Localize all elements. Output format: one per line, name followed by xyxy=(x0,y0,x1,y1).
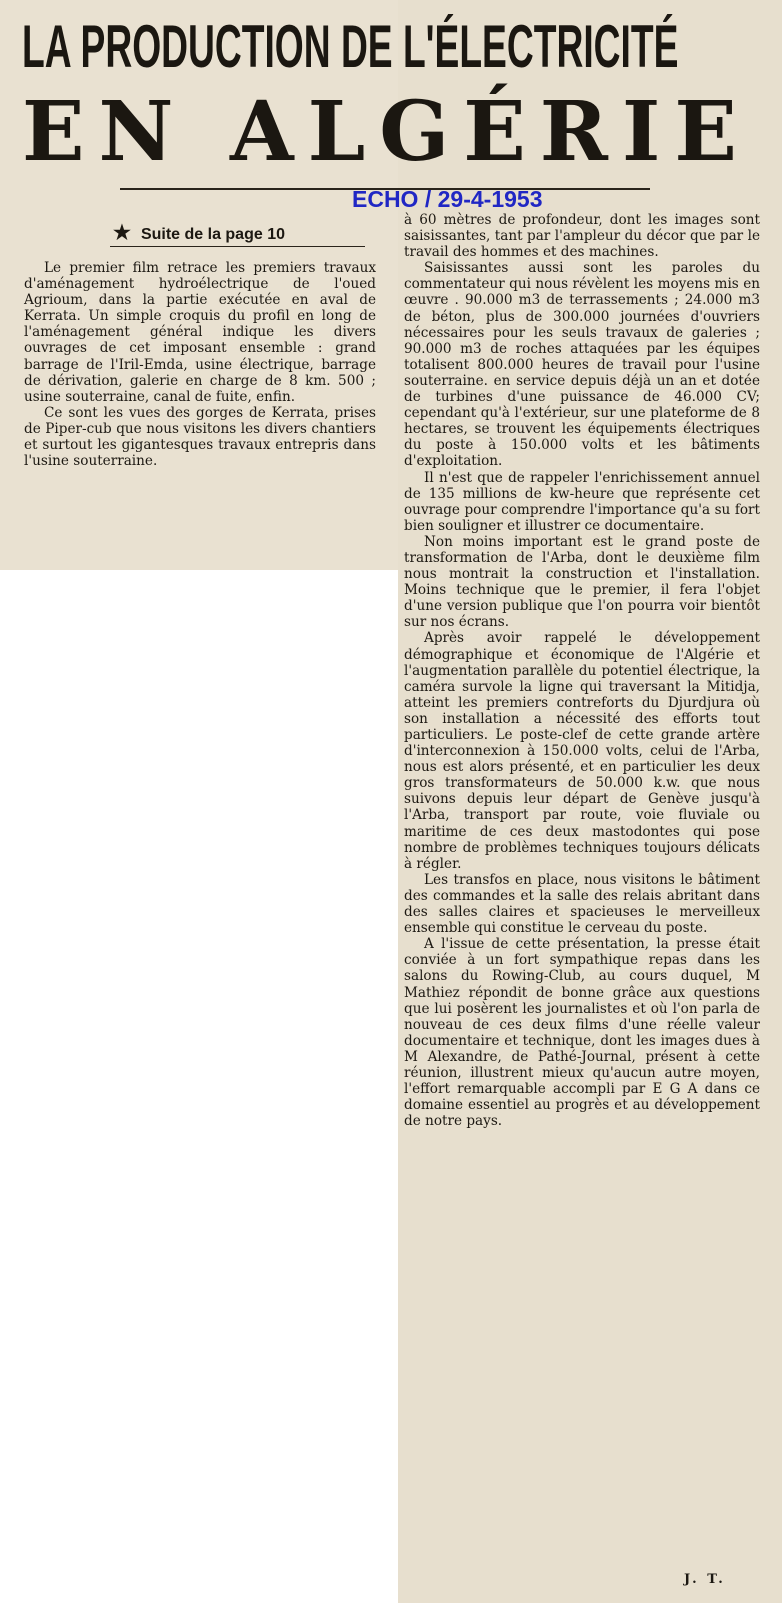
paragraph: Le premier film retrace les premiers travaux d'aménagement hydroélectrique de l'oued Agrioum, dans la partie exécutée en aval de Kerrata. Un simple croquis du profil en long de l'aménagement général indique les divers ouvrages de cet imposant ensemble : grand barrage de l'Iril-Emda, usine électrique, barrage de dérivation, galerie en charge de 8 km. 500 ; usine souterraine, canal de fuite, enfin. xyxy=(24,260,376,405)
paragraph: Saisissantes aussi sont les paroles du commentateur qui nous révèlent les moyens mis en œuvre . 90.000 m3 de terrassements ; 24.000 m3 de béton, plus de 300.000 journées d'ouvriers nécessaires pour les seuls travaux de galeries ; 90.000 m3 de roches attaquées par les équipes totalisent 800.000 heures de travail pour l'usine souterraine. en service depuis déjà un an et dotée de turbines d'une puissance de 46.000 CV; cependant qu'à l'extérieur, sur une plateforme de 8 hectares, se trouvent les équipements électriques du poste à 150.000 volts et les bâtiments d'exploitation. xyxy=(404,260,760,470)
author-signature: J. T. xyxy=(684,1572,726,1587)
continued-from-label xyxy=(113,220,373,246)
headline-line1: LA PRODUCTION DE L'ÉLECTRICITÉ xyxy=(22,14,679,80)
headline-line2: EN ALGÉRIE xyxy=(22,84,751,180)
continued-text: Suite de la page 10 xyxy=(140,226,285,243)
suite-rule xyxy=(110,246,365,247)
paragraph: Après avoir rappelé le développement démographique et économique de l'Algérie et l'augmentation parallèle du potentiel électrique, la caméra survole la ligne qui traversant la Mitidja, atteint les premiers contreforts du Djurdjura où son installation a nécessité des efforts tout particuliers. Le poste-clef de cette grande artère d'interconnexion à 150.000 volts, celui de l'Arba, nous est alors présenté, et en particulier les deux gros transformateurs de 50.000 k.w. que nous suivons depuis leur départ de Genève jusqu'à l'Arba, transport par route, voie fluviale ou maritime de ces deux mastodontes qui pose nombre de problèmes techniques toujours délicats à régler. xyxy=(404,630,760,872)
headline-line1-box xyxy=(22,14,767,80)
paragraph: Les transfos en place, nous visitons le bâtiment des commandes et la salle des relais abritant dans des salles claires et spacieuses le merveilleux ensemble qui constitue le cerveau du poste. xyxy=(404,871,760,937)
paragraph: Il n'est que de rappeler l'enrichissement annuel de 135 millions de kw-heure que représente cet ouvrage pour comprendre l'importance qu'a su fort bien souligner et illustrer ce documentaire. xyxy=(404,469,760,534)
article-left-column xyxy=(24,260,376,469)
star-icon: ★ xyxy=(113,222,131,244)
paragraph: Ce sont les vues des gorges de Kerrata, prises de Piper-cub que nous visitons les divers chantiers et surtout les gigantesques travaux entrepris dans l'usine souterraine. xyxy=(24,404,376,470)
paragraph: Non moins important est le grand poste de transformation de l'Arba, dont le deuxième film nous montrait la construction et l'installation. Moins technique que le premier, il fera l'objet d'une version publique que l'on pourra voir bientôt sur nos écrans. xyxy=(404,533,760,631)
paragraph: A l'issue de cette présentation, la presse était conviée à un fort sympathique repas dans les salons du Rowing-Club, au cours duquel, M Mathiez répondit de bonne grâce aux questions que lui posèrent les journalistes et où l'on parla de nouveau de ces deux films d'une réelle valeur documentaire et technique, dont les images dues à M Alexandre, de Pathé-Journal, présent à cette réunion, illustrent mieux qu'aucun autre moyen, l'effort remarquable accompli par E G A dans ce domaine essentiel au progrès et au développement de notre pays. xyxy=(404,936,760,1130)
article-right-column xyxy=(404,212,760,1129)
archive-stamp: ECHO / 29-4-1953 xyxy=(352,186,543,212)
paragraph: à 60 mètres de profondeur, dont les images sont saisissantes, tant par l'ampleur du décor que par le travail des hommes et des machines. xyxy=(404,212,760,261)
